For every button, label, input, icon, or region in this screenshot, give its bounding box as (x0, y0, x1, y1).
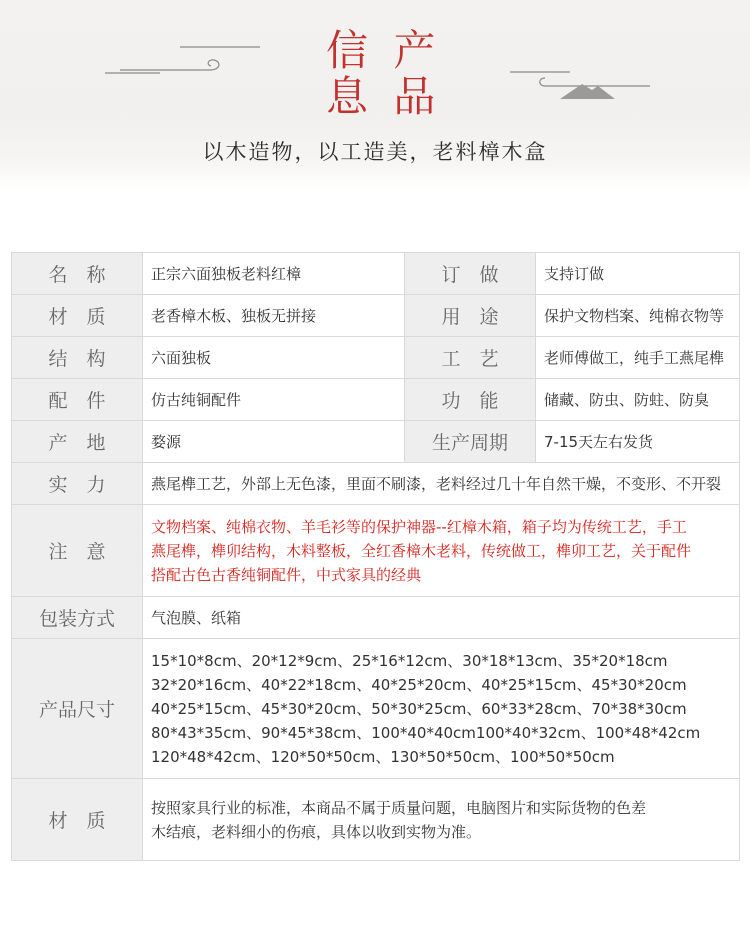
size-line: 80*43*35cm、90*45*38cm、100*40*40cm100*40*32cm、100*48*42cm (151, 723, 701, 742)
size-line: 40*25*15cm、45*30*20cm、50*30*25cm、60*33*28cm、70*38*30cm (151, 699, 687, 718)
table-row (12, 379, 740, 421)
value-structure: 六面独板 (143, 337, 405, 379)
label-sizes: 产品尺寸 (12, 639, 143, 779)
size-line: 32*20*16cm、40*22*18cm、40*25*20cm、40*25*15cm、45*30*20cm (151, 675, 687, 694)
value-usage: 保护文物档案、纯棉衣物等 (536, 295, 740, 337)
notice-line: 文物档案、纯棉衣物、羊毛衫等的保护神器--红樟木箱，箱子均为传统工艺，手工 (151, 517, 687, 536)
notice-line: 燕尾榫，榫卯结构，木料整板，全红香樟木老料，传统做工，榫卯工艺，关于配件 (151, 541, 692, 560)
table-row (12, 295, 740, 337)
label-craft: 工 艺 (405, 337, 536, 379)
table-row (12, 253, 740, 295)
value-material-note (143, 779, 740, 861)
label-material-note: 材 质 (12, 779, 143, 861)
value-function: 储藏、防虫、防蛀、防臭 (536, 379, 740, 421)
value-material: 老香樟木板、独板无拼接 (143, 295, 405, 337)
value-accessories: 仿古纯铜配件 (143, 379, 405, 421)
table-row (12, 421, 740, 463)
label-custom: 订 做 (405, 253, 536, 295)
brand-line-1: 信 产 (326, 26, 442, 75)
notice-line: 搭配古色古香纯铜配件，中式家具的经典 (151, 565, 422, 584)
size-line: 120*48*42cm、120*50*50cm、130*50*50cm、100*50*50cm (151, 747, 615, 766)
value-origin: 婺源 (143, 421, 405, 463)
material-note-line: 按照家具行业的标准，本商品不属于质量问题，电脑图片和实际货物的色差 (151, 798, 647, 817)
label-packing: 包装方式 (12, 597, 143, 639)
label-production-cycle: 生产周期 (405, 421, 536, 463)
mountain-cloud-right-icon (500, 64, 670, 104)
value-notice (143, 505, 740, 597)
value-production-cycle: 7-15天左右发货 (536, 421, 740, 463)
label-accessories: 配 件 (12, 379, 143, 421)
brand-title (326, 26, 442, 121)
label-function: 功 能 (405, 379, 536, 421)
label-strength: 实 力 (12, 463, 143, 505)
brand-line-2: 息 品 (326, 72, 442, 121)
label-name: 名 称 (12, 253, 143, 295)
table-row (12, 463, 740, 505)
slogan: 以木造物，以工造美，老料樟木盒 (202, 140, 548, 164)
value-sizes (143, 639, 740, 779)
table-row (12, 779, 740, 861)
label-notice: 注 意 (12, 505, 143, 597)
table-row (12, 639, 740, 779)
value-strength: 燕尾榫工艺，外部上无色漆，里面不刷漆，老料经过几十年自然干燥，不变形、不开裂 (143, 463, 740, 505)
product-spec-table (11, 252, 740, 861)
label-origin: 产 地 (12, 421, 143, 463)
table-row (12, 597, 740, 639)
value-craft: 老师傅做工，纯手工燕尾榫 (536, 337, 740, 379)
value-custom: 支持订做 (536, 253, 740, 295)
header-banner (0, 0, 750, 190)
cloud-line-left-icon (100, 40, 270, 80)
material-note-line: 木结痕，老料细小的伤痕，具体以收到实物为准。 (151, 822, 482, 841)
label-material: 材 质 (12, 295, 143, 337)
label-structure: 结 构 (12, 337, 143, 379)
value-packing: 气泡膜、纸箱 (143, 597, 740, 639)
table-row (12, 505, 740, 597)
value-name: 正宗六面独板老料红樟 (143, 253, 405, 295)
table-row (12, 337, 740, 379)
label-usage: 用 途 (405, 295, 536, 337)
size-line: 15*10*8cm、20*12*9cm、25*16*12cm、30*18*13cm、35*20*18cm (151, 651, 668, 670)
